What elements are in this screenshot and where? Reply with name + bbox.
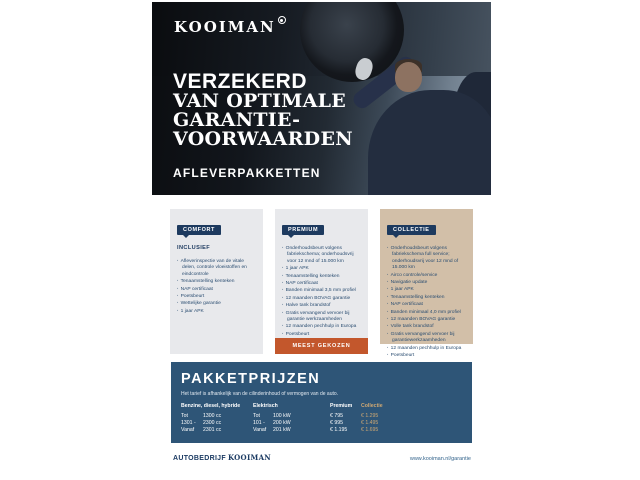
collectie-badge: COLLECTIE [387,225,436,236]
list-item: · 1 jaar APK [282,266,361,272]
list-item: · NAP certificaat [177,287,256,293]
list-item: · Banden minimaal 3,5 mm profiel [282,288,361,294]
ev-range-cell [253,427,330,434]
list-item: · Banden minimaal 4,0 mm profiel [387,310,466,316]
column-header-collectie: Collectie [361,403,383,409]
collectie-item-list [387,246,466,360]
comfort-badge: COMFORT [177,225,221,236]
ev-range-to: 201 kW [273,427,291,433]
headline-voorwaarden: VOORWAARDEN [173,128,353,150]
fuel-range-to: 2301 cc [203,427,222,433]
list-item: · Poetsbeurt [177,294,256,300]
list-item: · 1 jaar APK [387,287,466,293]
list-item: · Tenaamstelling kenteken [387,295,466,301]
list-item: · 12 maanden pechhulp in Europa [387,346,466,352]
hero-section [152,2,491,195]
footer-brand [173,453,271,462]
fuel-range-from: Tot [181,413,188,419]
meest-gekozen-button[interactable]: MEEST GEKOZEN [275,338,368,354]
pricing-table-header-row [181,403,462,410]
footer-brand-prefix: AUTOBEDRIJF [173,455,226,462]
list-item: · Volle tank brandstof [387,324,466,330]
ev-range-to: 100 kW [273,413,291,419]
premium-price-cell: € 795 [330,413,343,419]
premium-price-cell: € 995 [330,420,343,426]
fuel-range-from: 1301 - [181,420,196,426]
collectie-price-cell: € 1.695 [361,427,379,433]
headline-garantie: GARANTIE- [173,109,301,131]
list-item: · Afleverinspectie van de vitale delen, controle vloeistoffen en eindcontrole [177,259,256,278]
fuel-range-cell [181,413,253,420]
headline-van-optimale: VAN OPTIMALE [173,90,347,112]
package-card-comfort [170,209,263,354]
list-item: · 12 maanden BOVAG garantie [387,317,466,323]
fuel-range-cell [181,420,253,427]
package-card-collectie [380,209,473,359]
hero-headline [173,72,353,149]
headline-verzekerd: VERZEKERD [173,70,308,93]
package-cards-row [170,209,473,359]
column-header-premium: Premium [330,403,353,409]
pricing-table-row [181,413,462,420]
list-item: · 12 maanden pechhulp in Europa [282,324,361,330]
ev-range-from: 101 - [253,420,265,426]
hero-subheadline: AFLEVERPAKKETTEN [173,166,321,180]
comfort-item-list [177,259,256,315]
ev-range-cell [253,413,330,420]
kooiman-logo [174,18,286,36]
list-item: · Wettelijke garantie [177,301,256,307]
collectie-price-cell: € 1.295 [361,413,379,419]
ev-range-from: Tot [253,413,260,419]
collectie-price-cell: € 1.495 [361,420,379,426]
list-item: · 1 jaar APK [177,309,256,315]
list-item: · Gratis vervangend vervoer bij garantiewerkzaamheden [387,332,466,345]
list-item: · Onderhoudsbeurt volgens fabriekschema; onderhoudsvrij voor 12 mnd of 15.000 km [282,246,361,265]
footer-brand-name: KOOIMAN [227,453,271,462]
list-item: · NAP certificaat [282,281,361,287]
pricing-title: PAKKETPRIJZEN [181,371,321,387]
fuel-range-to: 2300 cc [203,420,222,426]
premium-item-list [282,246,361,338]
list-item: · Tenaamstelling kenteken [282,274,361,280]
pricing-subtitle: Het tarief is afhankelijk van de cilinderinhoud of vermogen van de auto. [181,391,339,397]
column-header-fuel: Benzine, diesel, hybride [181,403,241,409]
list-item: · Airco controle/service [387,273,466,279]
list-item: · Onderhoudsbeurt volgens fabriekschema full service; onderhoudsvrij voor 12 mnd of 15.000 km [387,246,466,272]
package-card-premium [275,209,368,354]
page-footer [173,453,471,462]
kooiman-logo-text: KOOIMAN [174,18,276,36]
list-item: · Poetsbeurt [282,332,361,338]
list-item: · NAP certificaat [387,302,466,308]
list-item: · Poetsbeurt [387,353,466,359]
premium-price-cell: € 1.195 [330,427,348,433]
list-item: · Tenaamstelling kenteken [177,279,256,285]
comfort-inclusief-heading: INCLUSIEF [177,245,211,251]
mechanic-face-photo [395,62,422,92]
column-header-electric: Elektrisch [253,403,278,409]
fuel-range-from: Vanaf [181,427,195,433]
kooiman-logo-mark-icon [278,16,286,24]
garantie-website-link[interactable]: www.kooiman.nl/garantie [409,456,471,462]
pricing-table-row [181,427,462,434]
pakketprijzen-panel [171,362,472,443]
ev-range-to: 200 kW [273,420,291,426]
ev-range-from: Vanaf [253,427,267,433]
list-item: · Gratis vervangend vervoer bij garantie werkzaamheden [282,311,361,324]
list-item: · 12 maanden BOVAG garantie [282,296,361,302]
ev-range-cell [253,420,330,427]
pricing-table-row [181,420,462,427]
premium-badge: PREMIUM [282,225,324,236]
list-item: · Navigatie update [387,280,466,286]
fuel-range-to: 1300 cc [203,413,222,419]
fuel-range-cell [181,427,253,434]
pricing-table [181,403,462,434]
list-item: · Halve tank brandstof [282,303,361,309]
flyer-page [152,2,491,478]
